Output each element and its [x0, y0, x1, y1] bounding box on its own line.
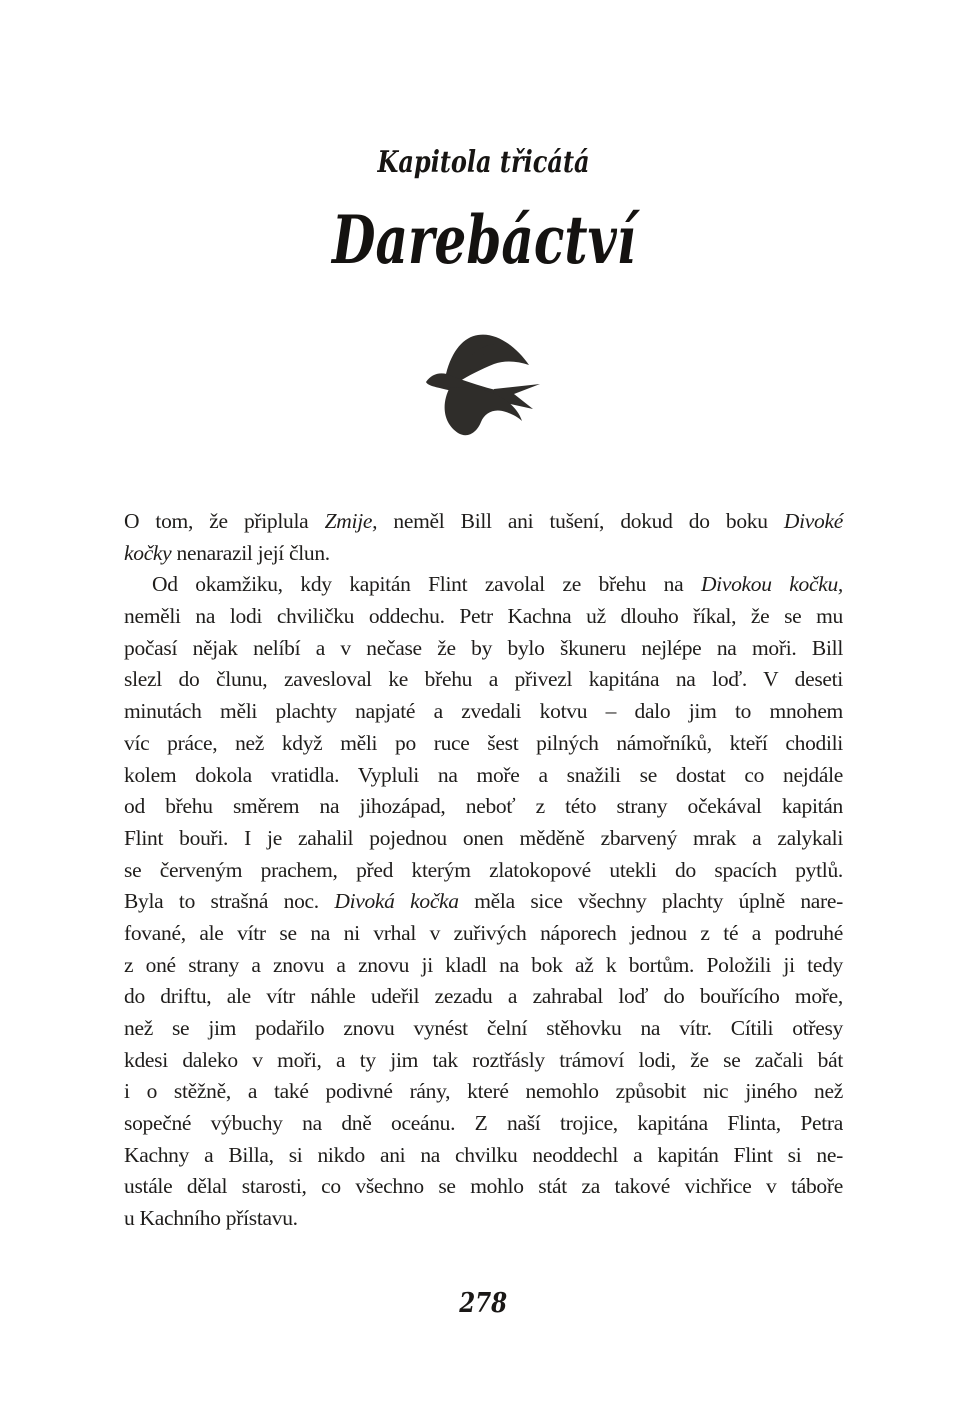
text-segment: do driftu, ale vítr náhle udeřil zezadu a zahrabal loď do bouřícího moře, — [124, 984, 843, 1009]
text-segment: nenarazil její člun. — [171, 540, 330, 565]
text-segment: neměli na lodi chviličku oddechu. Petr Kachna už dlouho říkal, že se mu — [124, 604, 843, 629]
text-segment: kdesi daleko v moři, a ty jim tak roztřásly trámoví lodi, že se začali bát — [124, 1047, 843, 1072]
text-line — [124, 1108, 843, 1140]
text-segment: počasí nějak nelíbí a v nečase že by bylo škuneru nejlépe na moři. Bill — [124, 635, 843, 660]
text-line — [124, 823, 843, 855]
text-line — [124, 633, 843, 665]
ship-name-italic: Divokou kočku, — [700, 572, 844, 597]
text-segment: Flint bouři. I je zahalil pojednou onen měděně zbarvený mrak a zalykali — [124, 825, 843, 850]
text-line — [124, 1076, 843, 1108]
ship-name-italic: Zmije, — [324, 509, 378, 533]
text-line — [124, 601, 843, 633]
text-segment: Od okamžiku, kdy kapitán Flint zavolal ze břehu na — [152, 572, 701, 597]
text-line — [124, 918, 843, 950]
ship-name-italic: kočky — [124, 540, 172, 565]
text-line — [124, 664, 843, 696]
text-segment: neměl Bill ani tušení, dokud do boku — [377, 509, 784, 533]
chapter-label: Kapitola třicátá — [377, 145, 590, 180]
text-line — [124, 1203, 843, 1235]
text-segment: víc práce, než když měli po ruce šest pilných námořníků, kteří chodili — [124, 730, 843, 755]
text-line — [124, 886, 843, 918]
text-line — [124, 1171, 843, 1203]
text-segment: kolem dokola vratidla. Vypluli na moře a snažili se dostat co nejdále — [124, 762, 843, 787]
text-line — [124, 760, 843, 792]
text-segment: O tom, že připlula — [124, 509, 325, 533]
text-line — [124, 728, 843, 760]
body-text — [124, 506, 843, 1235]
text-line — [124, 506, 843, 538]
text-line — [124, 538, 843, 570]
page-number: 278 — [459, 1288, 508, 1319]
text-segment: od břehu směrem na jihozápad, neboť z této strany očekával kapitán — [124, 794, 843, 819]
text-line — [124, 791, 843, 823]
text-line — [124, 569, 843, 601]
text-segment: slezl do člunu, zavesloval ke břehu a přivezl kapitána na loď. V deseti — [124, 667, 843, 692]
swallow-illustration — [0, 332, 967, 438]
text-segment: z oné strany a znovu a znovu ji kladl na bok až k bortům. Položili ji tedy — [124, 952, 843, 977]
text-segment: Kachny a Billa, si nikdo ani na chvilku neoddechl a kapitán Flint si ne- — [124, 1142, 843, 1167]
text-line — [124, 1045, 843, 1077]
text-segment: minutách měli plachty napjaté a zvedali kotvu – dalo jim to mnohem — [124, 699, 843, 724]
text-segment: fované, ale vítr se na ni vrhal v zuřivých náporech jednou z té a podruhé — [124, 920, 843, 945]
text-line — [124, 981, 843, 1013]
text-segment: Byla to strašná noc. — [124, 889, 335, 914]
text-line — [124, 1013, 843, 1045]
text-line — [124, 696, 843, 728]
text-line — [124, 1140, 843, 1172]
chapter-title: Darebáctví — [331, 201, 636, 279]
text-segment: ustále dělal starosti, co všechno se mohlo stát za takové vichřice v táboře — [124, 1174, 843, 1199]
ship-name-italic: Divoká kočka — [334, 889, 459, 914]
text-segment: u Kachního přístavu. — [124, 1206, 298, 1231]
text-segment: i o stěžně, a také podivné rány, které nemohlo způsobit nic jiného než — [124, 1079, 843, 1104]
text-segment: měla sice všechny plachty úplně nare- — [458, 889, 844, 914]
ship-name-italic: Divoké — [783, 509, 843, 533]
swallow-icon — [424, 332, 544, 438]
text-line — [124, 950, 843, 982]
text-line — [124, 855, 843, 887]
text-segment: se červeným prachem, před kterým zlatokopové utekli do spacích pytlů. — [124, 857, 843, 882]
text-segment: sopečné výbuchy na dně oceánu. Z naší trojice, kapitána Flinta, Petra — [124, 1111, 843, 1136]
text-segment: než se jim podařilo znovu vynést čelní stěhovku na vítr. Cítili otřesy — [124, 1016, 843, 1040]
